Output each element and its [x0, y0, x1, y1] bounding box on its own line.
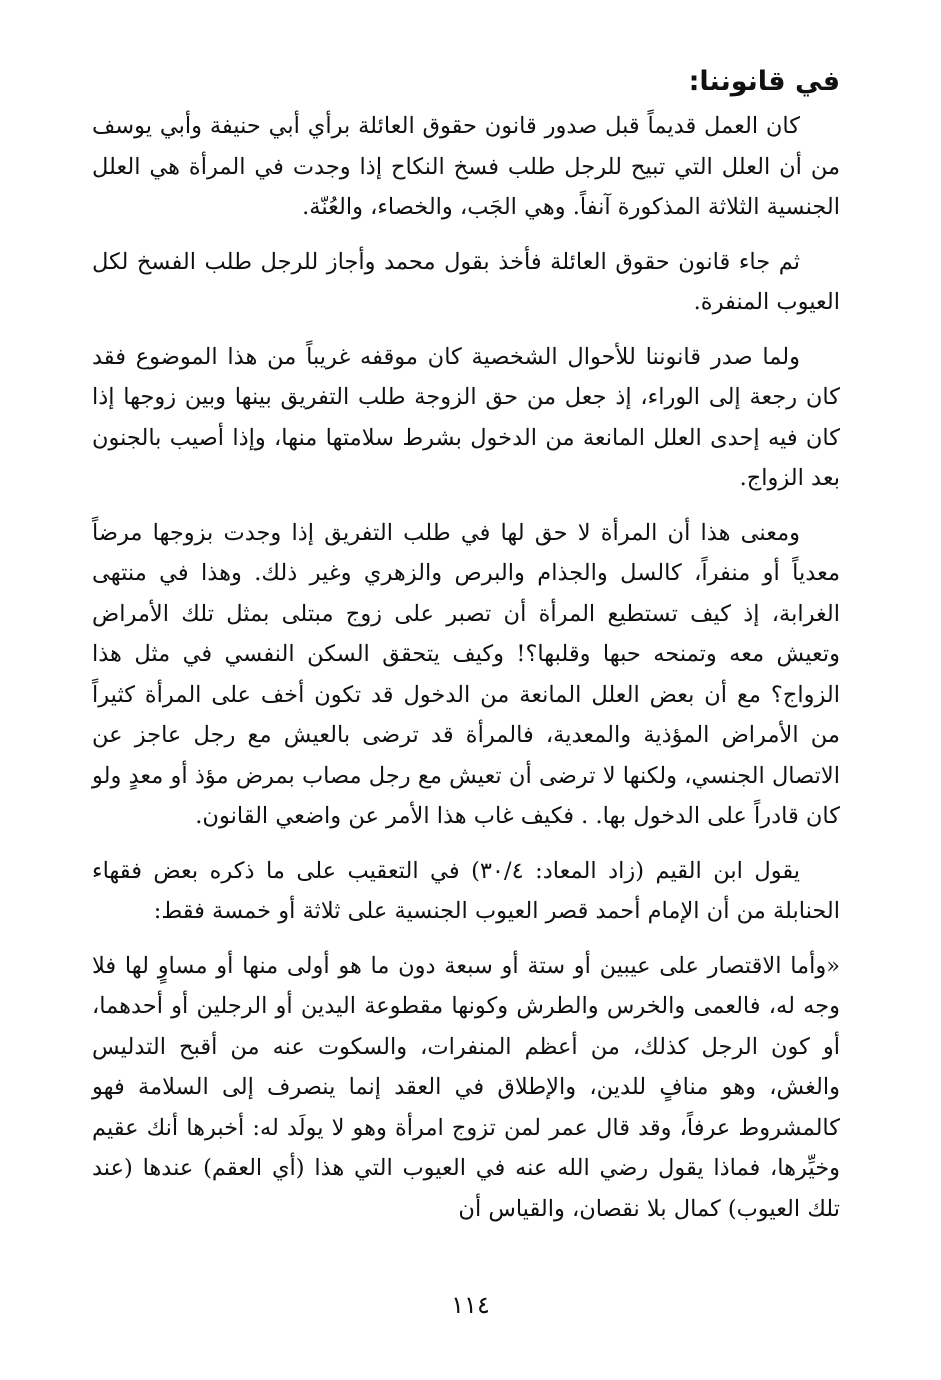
paragraph-3: ولما صدر قانوننا للأحوال الشخصية كان موقفه غريباً من هذا الموضوع فقد كان رجعة إلى الوراء، إذ جعل من حق الزوجة طلب التفريق بينها وبين زوجها إذا كان فيه إحدى العلل المانعة من الدخول بشرط سلامتها منها، وإذا أصيب بالجنون بعد الزواج.	[92, 343, 840, 491]
quote-paragraph: «وأما الاقتصار على عيبين أو ستة أو سبعة دون ما هو أولى منها أو مساوٍ لها فلا وجه له، فالعمى والخرس والطرش وكونها مقطوعة اليدين أو الرجلين أو أحدهما، أو كون الرجل كذلك، من أعظم المنفرات، والسكوت عنه من أقبح التدليس والغش، وهو منافٍ للدين، والإطلاق في العقد إنما ينصرف إلى السلامة فهو كالمشروط عرفاً، وقد قال عمر لمن تزوج امرأة وهو لا يولَد له: أخبرها أنك عقيم وخيِّرها، فماذا يقول رضي الله عنه في العيوب التي هذا (أي العقم) عندها (عند تلك العيوب) كمال بلا نقصان، والقياس أن	[92, 952, 840, 1222]
paragraph-5: يقول ابن القيم (زاد المعاد: ٣٠/٤) في التعقيب على ما ذكره بعض فقهاء الحنابلة من أن الإمام أحمد قصر العيوب الجنسية على ثلاثة أو خمسة فقط:	[92, 857, 840, 924]
page-number: ١١٤	[451, 1291, 490, 1319]
paragraph-1: كان العمل قديماً قبل صدور قانون حقوق العائلة برأي أبي حنيفة وأبي يوسف من أن العلل التي تبيح للرجل طلب فسخ النكاح إذا وجدت في المرأة هي العلل الجنسية الثلاثة المذكورة آنفاً. وهي الجَب، والخصاء، والعُنّة.	[92, 113, 840, 220]
paragraph-4: ومعنى هذا أن المرأة لا حق لها في طلب التفريق إذا وجدت بزوجها مرضاً معدياً أو منفراً، كالسل والجذام والبرص والزهري وغير ذلك. وهذا في منتهى الغرابة، إذ كيف تستطيع المرأة أن تصبر على زوج مبتلى بمثل تلك الأمراض وتعيش معه وتمنحه حبها وقلبها؟! وكيف يتحقق السكن النفسي في مثل هذا الزواج؟ مع أن بعض العلل المانعة من الدخول قد تكون أخف على المرأة كثيراً من الأمراض المؤذية والمعدية، فالمرأة قد ترضى بالعيش مع رجل عاجز عن الاتصال الجنسي، ولكنها لا ترضى أن تعيش مع رجل مصاب بمرض مؤذ أو معدٍ ولو كان قادراً على الدخول بها. . فكيف غاب هذا الأمر عن واضعي القانون.	[92, 519, 840, 829]
section-heading: في قانوننا:	[688, 66, 840, 97]
page-content	[92, 58, 840, 1243]
paragraph-2: ثم جاء قانون حقوق العائلة فأخذ بقول محمد وأجاز للرجل طلب الفسخ لكل العيوب المنفرة.	[92, 248, 840, 315]
